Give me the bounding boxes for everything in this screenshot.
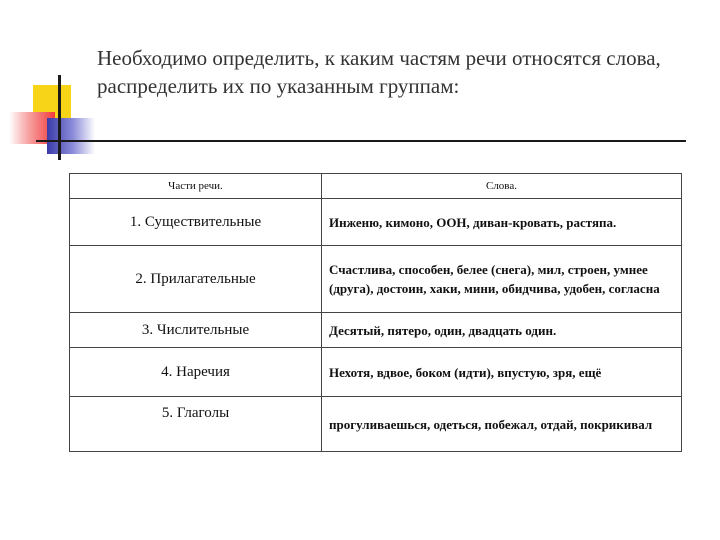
table-row (70, 313, 682, 348)
part-of-speech-cell: 2. Прилагательные (70, 246, 322, 313)
table-row (70, 397, 682, 452)
part-of-speech-cell: 1. Существительные (70, 199, 322, 246)
decor-blue-gradient-bar (47, 118, 95, 154)
words-cell: Десятый, пятеро, один, двадцать один. (322, 313, 682, 348)
table-header-row (70, 174, 682, 199)
words-cell: Счастлива, способен, белее (снега), мил, строен, умнее (друга), достоин, хаки, мини, обидчива, удобен, согласна (322, 246, 682, 313)
header-parts-of-speech: Части речи. (70, 174, 322, 199)
slide-title: Необходимо определить, к каким частям речи относятся слова, распределить их по указанным группам: (97, 46, 661, 98)
table-row (70, 199, 682, 246)
header-words: Слова. (322, 174, 682, 199)
parts-of-speech-table (69, 173, 682, 452)
table-row (70, 348, 682, 397)
decor-vertical-line (58, 75, 61, 160)
decor-horizontal-rule (36, 140, 686, 142)
part-of-speech-cell: 3. Числительные (70, 313, 322, 348)
words-cell: Инженю, кимоно, ООН, диван-кровать, растяпа. (322, 199, 682, 246)
part-of-speech-cell: 5. Глаголы (70, 397, 322, 452)
words-cell: прогуливаешься, одеться, побежал, отдай, покрикивал (322, 397, 682, 452)
part-of-speech-cell: 4. Наречия (70, 348, 322, 397)
words-cell: Нехотя, вдвое, боком (идти), впустую, зря, ещё (322, 348, 682, 397)
table-row (70, 246, 682, 313)
